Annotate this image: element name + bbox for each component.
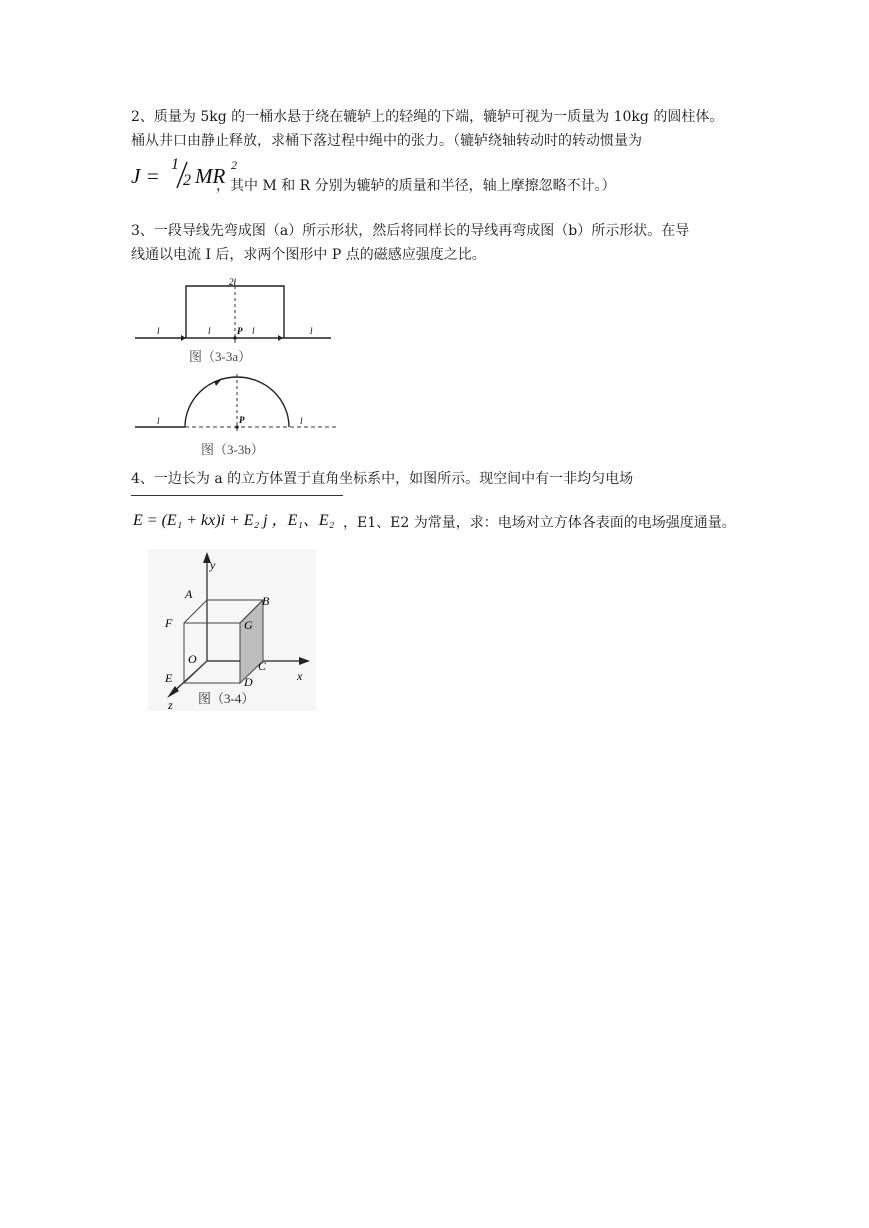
vertex-a-label: A	[185, 587, 193, 601]
axis-x-label: x	[297, 669, 303, 683]
label-p: P	[237, 326, 243, 336]
formula-denominator: 2	[183, 172, 191, 189]
q4-line-1: 4、一边长为 a 的立方体置于直角坐标系中，如图所示。现空间中有一非均匀电场	[131, 471, 634, 487]
label-l-left: l	[157, 416, 160, 426]
q2-formula-inertia	[131, 156, 237, 196]
vertex-d-label: D	[244, 675, 253, 689]
label-2l: 2l	[229, 277, 237, 287]
formula-lhs: J =	[131, 164, 160, 188]
q4-formula-rule	[131, 495, 343, 496]
q2-line-2: 桶从井口由静止释放，求桶下落过程中绳中的张力。（辘轳绕轴转动时的转动惯量为	[131, 133, 642, 149]
label-l-right: l	[310, 326, 313, 336]
vertex-e-label: E	[165, 671, 173, 685]
formula-mr: MR	[195, 164, 226, 188]
figure-3-4-cube	[148, 549, 316, 711]
axis-y-label: y	[210, 558, 216, 572]
figure-3-3b	[131, 370, 341, 460]
vertex-o-label: O	[188, 652, 197, 666]
q4-line-2: ，E1、E2 为常量，求：电场对立方体各表面的电场强度通量。	[343, 515, 736, 531]
q3-line-2: 线通以电流 I 后，求两个图形中 P 点的磁感应强度之比。	[131, 247, 486, 263]
caption-3-3b: 图（3-3b）	[201, 442, 264, 457]
label-p: P	[239, 415, 245, 425]
q2-line-3: ，其中 M 和 R 分别为辘轳的质量和半径，轴上摩擦忽略不计。）	[216, 178, 616, 194]
q4-formula-field: E = (E₁ + kx)i + E₂ j ，E₁、E₂	[133, 512, 335, 529]
q3-line-1: 3、一段导线先弯成图（a）所示形状，然后将同样长的导线再弯成图（b）所示形状。在导	[131, 223, 690, 239]
label-l-right: l	[300, 416, 303, 426]
axis-z-label: z	[168, 698, 173, 711]
figure-3-3a	[131, 274, 341, 370]
vertex-c-label: C	[258, 659, 267, 673]
label-l-mid: l	[208, 326, 211, 336]
caption-3-3a: 图（3-3a）	[189, 349, 252, 364]
label-l-left: l	[157, 326, 160, 336]
vertex-f-label: F	[165, 616, 173, 630]
vertex-b-label: B	[262, 594, 270, 608]
label-l-right-mid: l	[252, 326, 255, 336]
formula-numerator: 1	[171, 156, 179, 173]
caption-3-4: 图（3-4）	[198, 691, 255, 706]
vertex-g-label: G	[244, 618, 253, 632]
q2-line-1: 2、质量为 5kg 的一桶水悬于绕在辘轳上的轻绳的下端，辘轳可视为一质量为 10kg 的圆柱体。	[131, 109, 724, 125]
formula-exponent: 2	[231, 158, 237, 172]
